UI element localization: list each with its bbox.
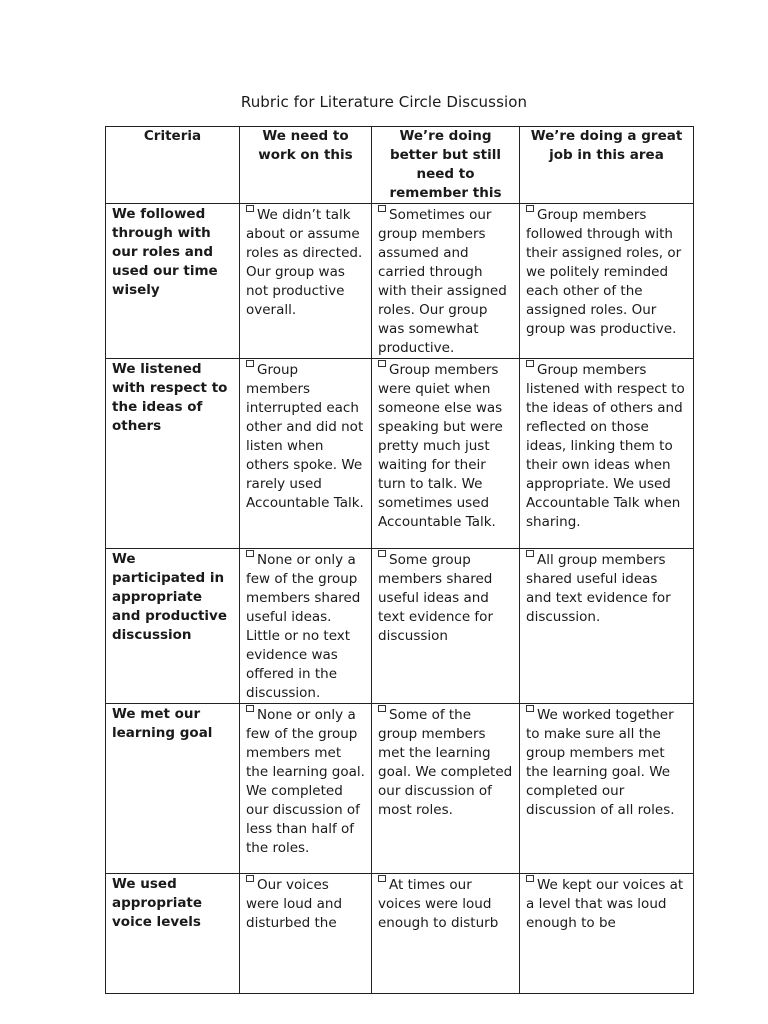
rating-cell (372, 359, 520, 549)
checkbox-icon (246, 205, 254, 212)
rating-text: Our voices were loud and disturbed the (246, 877, 343, 931)
header-row (106, 127, 694, 204)
checkbox-icon (246, 875, 254, 882)
page-title: Rubric for Literature Circle Discussion (240, 93, 528, 111)
rating-text: Group members listened with respect to the ideas of others and reflected on those ideas, linking them to their own ideas when appropriate. We used Accountable Talk when sharing. (526, 362, 685, 530)
checkbox-icon (246, 705, 254, 712)
rating-cell (520, 874, 694, 994)
rating-cell (240, 549, 372, 704)
rating-cell (520, 204, 694, 359)
criteria-cell: We met our learning goal (106, 704, 240, 874)
rating-cell (240, 204, 372, 359)
rating-cell (372, 549, 520, 704)
rating-cell (372, 704, 520, 874)
criteria-cell: We used appropriate voice levels (106, 874, 240, 994)
table-row (106, 704, 694, 874)
table-row (106, 204, 694, 359)
checkbox-icon (378, 705, 386, 712)
checkbox-icon (526, 205, 534, 212)
rating-text: Group members followed through with their assigned roles, or we politely reminded each other of the assigned roles. Our group was productive. (526, 207, 682, 337)
rating-cell (520, 704, 694, 874)
rating-text: Some of the group members met the learning goal. We completed our discussion of most roles. (378, 707, 513, 818)
rating-text: At times our voices were loud enough to disturb (378, 877, 499, 931)
rating-text: None or only a few of the group members shared useful ideas. Little or no text evidence was offered in the discussion. (246, 552, 361, 701)
rating-cell (372, 204, 520, 359)
header-doing-better: We’re doing better but still need to remember this (372, 127, 520, 204)
criteria-cell: We followed through with our roles and used our time wisely (106, 204, 240, 359)
table-row (106, 549, 694, 704)
rating-cell (520, 359, 694, 549)
rating-cell (372, 874, 520, 994)
rating-text: Sometimes our group members assumed and carried through with their assigned roles. Our group was somewhat productive. (378, 207, 507, 356)
criteria-cell: We listened with respect to the ideas of others (106, 359, 240, 549)
rubric-table-container (105, 126, 693, 931)
rating-text: We kept our voices at a level that was loud enough to be (526, 877, 684, 931)
header-doing-great: We’re doing a great job in this area (520, 127, 694, 204)
rating-text: None or only a few of the group members met the learning goal. We completed our discussion of less than half of the roles. (246, 707, 365, 856)
rating-text: We didn’t talk about or assume roles as directed. Our group was not productive overall. (246, 207, 363, 318)
table-row (106, 359, 694, 549)
checkbox-icon (378, 875, 386, 882)
checkbox-icon (378, 550, 386, 557)
criteria-cell: We participated in appropriate and productive discussion (106, 549, 240, 704)
rating-cell (240, 704, 372, 874)
rating-cell (240, 874, 372, 994)
checkbox-icon (526, 705, 534, 712)
rating-text: Some group members shared useful ideas and text evidence for discussion (378, 552, 493, 644)
checkbox-icon (526, 550, 534, 557)
rating-text: All group members shared useful ideas and text evidence for discussion. (526, 552, 671, 625)
rating-text: We worked together to make sure all the group members met the learning goal. We completed our discussion of all roles. (526, 707, 675, 818)
checkbox-icon (378, 205, 386, 212)
checkbox-icon (526, 360, 534, 367)
checkbox-icon (526, 875, 534, 882)
rating-text: Group members were quiet when someone else was speaking but were pretty much just waiting for their turn to talk. We sometimes used Accountable Talk. (378, 362, 503, 530)
checkbox-icon (378, 360, 386, 367)
rating-cell (240, 359, 372, 549)
header-criteria: Criteria (106, 127, 240, 204)
rating-text: Group members interrupted each other and did not listen when others spoke. We rarely used Accountable Talk. (246, 362, 364, 511)
rating-cell (520, 549, 694, 704)
header-need-to-work: We need to work on this (240, 127, 372, 204)
checkbox-icon (246, 360, 254, 367)
rubric-table (105, 126, 694, 994)
table-row (106, 874, 694, 994)
checkbox-icon (246, 550, 254, 557)
